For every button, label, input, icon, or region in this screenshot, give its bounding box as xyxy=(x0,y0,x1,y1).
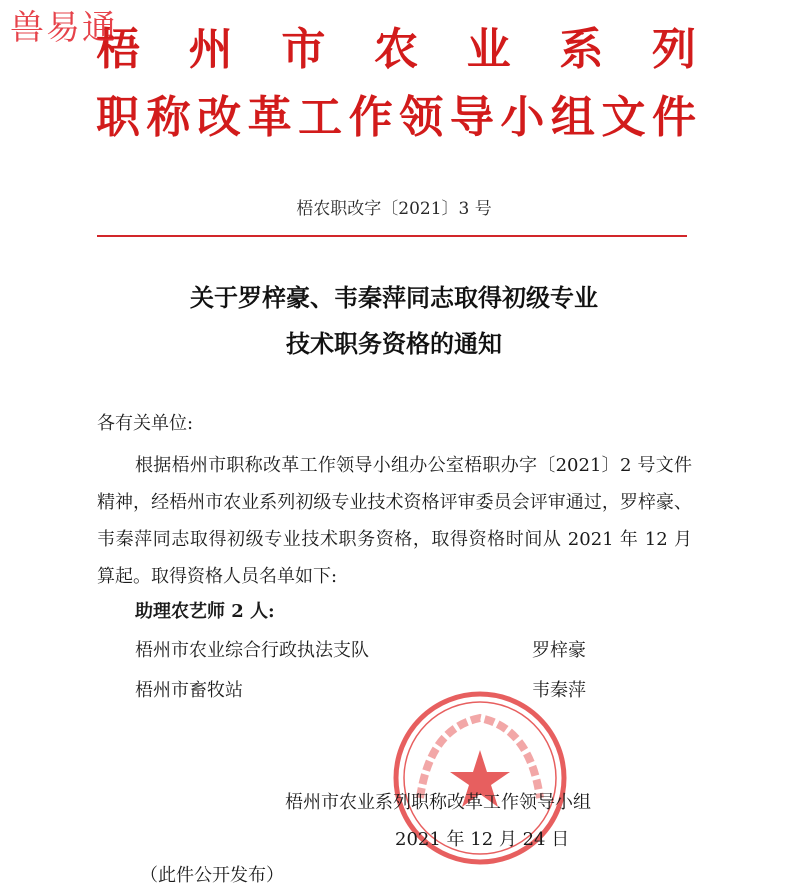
watermark-text: 兽易通 xyxy=(10,8,118,48)
public-release-note: （此件公开发布） xyxy=(140,865,284,886)
issue-date: 2021 年 12 月 24 日 xyxy=(395,829,570,850)
salutation: 各有关单位: xyxy=(97,413,194,434)
document-header-line-1: 梧州市农业系列 xyxy=(96,24,696,75)
list-unit-2: 梧州市畜牧站 xyxy=(135,680,243,701)
list-name-1: 罗梓豪 xyxy=(532,640,586,661)
body-paragraph: 根据梧州市职称改革工作领导小组办公室梧职办字〔2021〕2 号文件精神，经梧州市农业系列初级专业技术资格评审委员会评审通过，罗梓豪、韦秦萍同志取得初级专业技术职务资格，取得资格时间从 2021 年 12 月算起。取得资格人员名单如下: xyxy=(97,455,692,587)
document-number: 梧农职改字〔2021〕3 号 xyxy=(296,199,492,219)
notice-title-line-2: 技术职务资格的通知 xyxy=(286,329,502,358)
red-divider-line xyxy=(97,235,687,237)
list-name-2: 韦秦萍 xyxy=(532,680,586,701)
issuer-signature: 梧州市农业系列职称改革工作领导小组 xyxy=(285,792,591,813)
notice-title-line-1: 关于罗梓豪、韦秦萍同志取得初级专业 xyxy=(190,283,598,312)
list-heading: 助理农艺师 2 人: xyxy=(135,601,275,622)
document-header-line-2: 职称改革工作领导小组文件 xyxy=(96,92,696,143)
list-unit-1: 梧州市农业综合行政执法支队 xyxy=(135,640,369,661)
